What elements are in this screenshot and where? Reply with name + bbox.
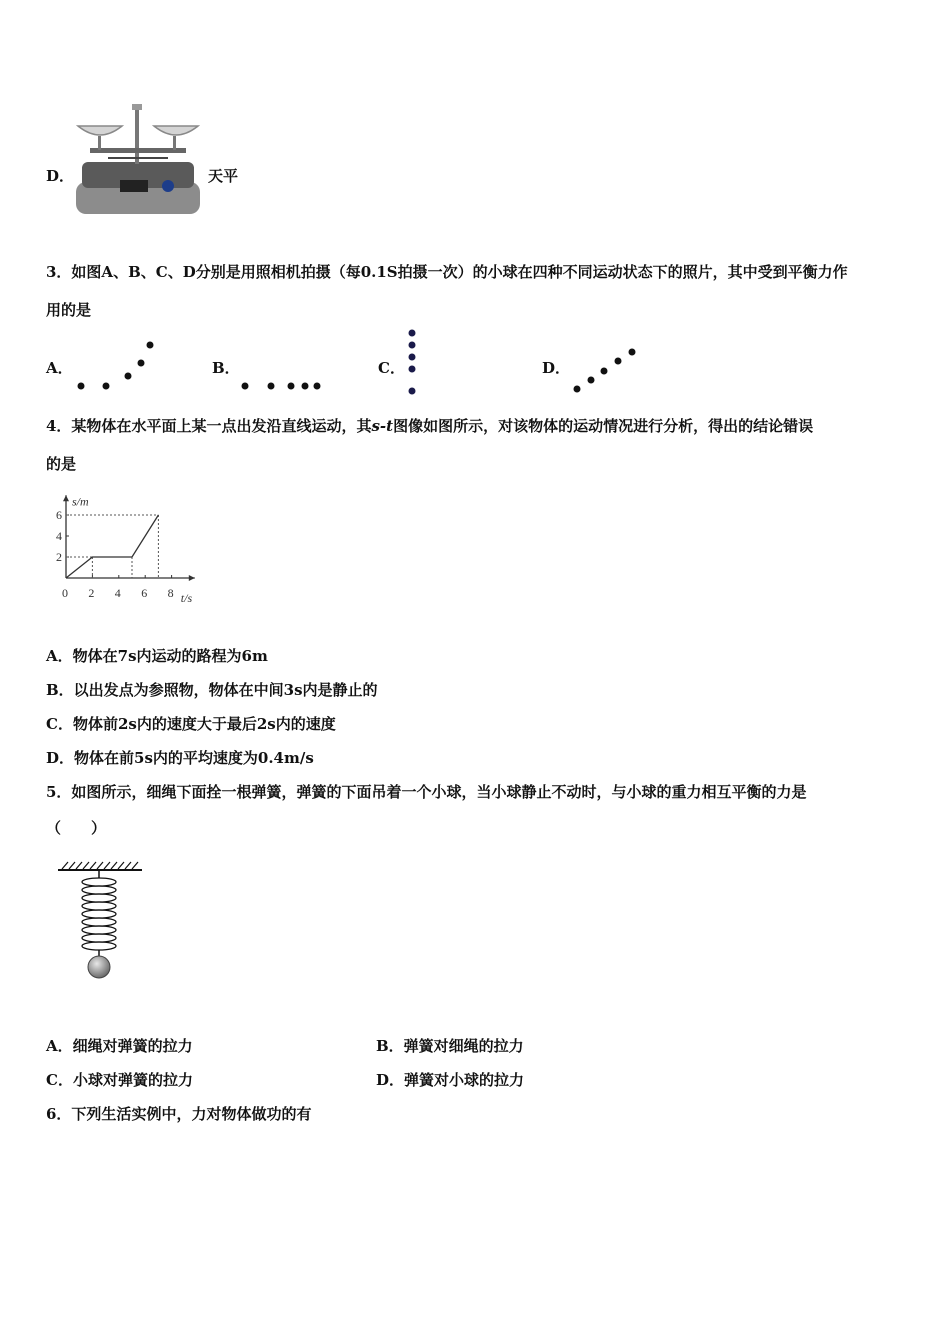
q4-stem-part-b: 图像如图所示，对该物体的运动情况进行分析，得出的结论错误 — [393, 417, 814, 435]
y-tick-label: 2 — [56, 550, 62, 564]
spring-coils — [82, 878, 116, 950]
ball-dot — [314, 383, 321, 390]
spring-ball-image — [56, 858, 146, 982]
q3-option-b-label: B． — [212, 359, 240, 377]
q3-option-a-label: A． — [46, 359, 73, 377]
q3-option-c-label: C． — [378, 359, 405, 377]
balance-pillar — [135, 108, 139, 164]
x-tick-label: 0 — [62, 586, 68, 600]
ball-dot — [601, 368, 608, 375]
ceiling-hatch — [62, 862, 138, 869]
q5-option-c: C．小球对弹簧的拉力 — [46, 1071, 193, 1089]
ball-dot — [268, 383, 275, 390]
q5-option-b: B．弹簧对细绳的拉力 — [376, 1037, 524, 1055]
x-tick-label: 8 — [167, 586, 174, 600]
q6-stem: 6．下列生活实例中，力对物体做功的有 — [46, 1105, 312, 1123]
q3-option-d-label: D． — [542, 359, 571, 377]
q3-option-a-dots — [74, 338, 158, 394]
ball-dot — [409, 354, 416, 361]
ball-dot — [138, 360, 145, 367]
q3-option-b-dots — [240, 378, 324, 394]
q4-stem-line1 — [46, 416, 813, 436]
balance-left-pan — [78, 126, 122, 135]
ball-dot — [574, 386, 581, 393]
st-data-line — [66, 515, 158, 578]
y-tick-label: 6 — [56, 508, 62, 522]
ball-dot — [588, 377, 595, 384]
q5-stem-line2: （ ） — [46, 819, 107, 837]
ball-dot — [615, 358, 622, 365]
ball-dot — [409, 330, 416, 337]
balance-scale-image — [72, 100, 204, 218]
x-tick-label: 4 — [114, 586, 121, 600]
q4-option-b: B．以出发点为参照物，物体在中间3s内是静止的 — [46, 681, 378, 699]
ball-dot — [242, 383, 249, 390]
balance-knob — [162, 180, 174, 192]
ball-dot — [302, 383, 309, 390]
balance-display — [120, 180, 148, 192]
q3-stem-line1: 3．如图A、B、C、D分别是用照相机拍摄（每0.1S拍摄一次）的小球在四种不同运动状态下的照片，其中受到平衡力作 — [46, 263, 848, 281]
q4-option-c: C．物体前2s内的速度大于最后2s内的速度 — [46, 715, 336, 733]
q4-stem-line2: 的是 — [46, 455, 77, 473]
q5-stem-line1: 5．如图所示，细绳下面拴一根弹簧，弹簧的下面吊着一个小球，当小球静止不动时，与小球的重力相互平衡的力是 — [46, 783, 807, 801]
st-graph — [44, 484, 220, 606]
ball-dot — [629, 349, 636, 356]
ball-dot — [125, 373, 132, 380]
ball — [88, 956, 110, 978]
ball-dot — [147, 342, 154, 349]
ball-dot — [409, 366, 416, 373]
q2-option-d-letter: D． — [46, 167, 75, 185]
ball-dot — [409, 388, 416, 395]
ball-dot — [103, 383, 110, 390]
q4-stem-part-a: 4．某物体在水平面上某一点出发沿直线运动，其 — [46, 417, 372, 435]
x-tick-label: 6 — [141, 586, 148, 600]
q2-option-d-text: 天平 — [208, 167, 239, 185]
x-tick-label: 2 — [88, 586, 95, 600]
q5-option-a: A．细绳对弹簧的拉力 — [46, 1037, 193, 1055]
q3-option-c-dots — [402, 325, 422, 397]
q3-option-d-dots — [570, 345, 640, 395]
y-axis-arrow — [63, 495, 69, 501]
q5-option-d: D．弹簧对小球的拉力 — [376, 1071, 525, 1089]
ball-dot — [288, 383, 295, 390]
q4-option-d: D．物体在前5s内的平均速度为0.4m/s — [46, 749, 314, 767]
q3-stem-line2: 用的是 — [46, 301, 92, 319]
ball-dot — [409, 342, 416, 349]
ball-dot — [78, 383, 85, 390]
q4-stem-var: s-t — [371, 417, 394, 435]
q4-option-a: A．物体在7s内运动的路程为6m — [46, 647, 268, 665]
balance-right-pan — [154, 126, 198, 135]
x-axis-arrow — [189, 575, 195, 581]
x-axis-label: t/s — [180, 591, 193, 605]
y-axis-label: s/m — [72, 494, 89, 509]
balance-beam — [90, 148, 186, 153]
y-tick-label: 4 — [56, 529, 62, 543]
